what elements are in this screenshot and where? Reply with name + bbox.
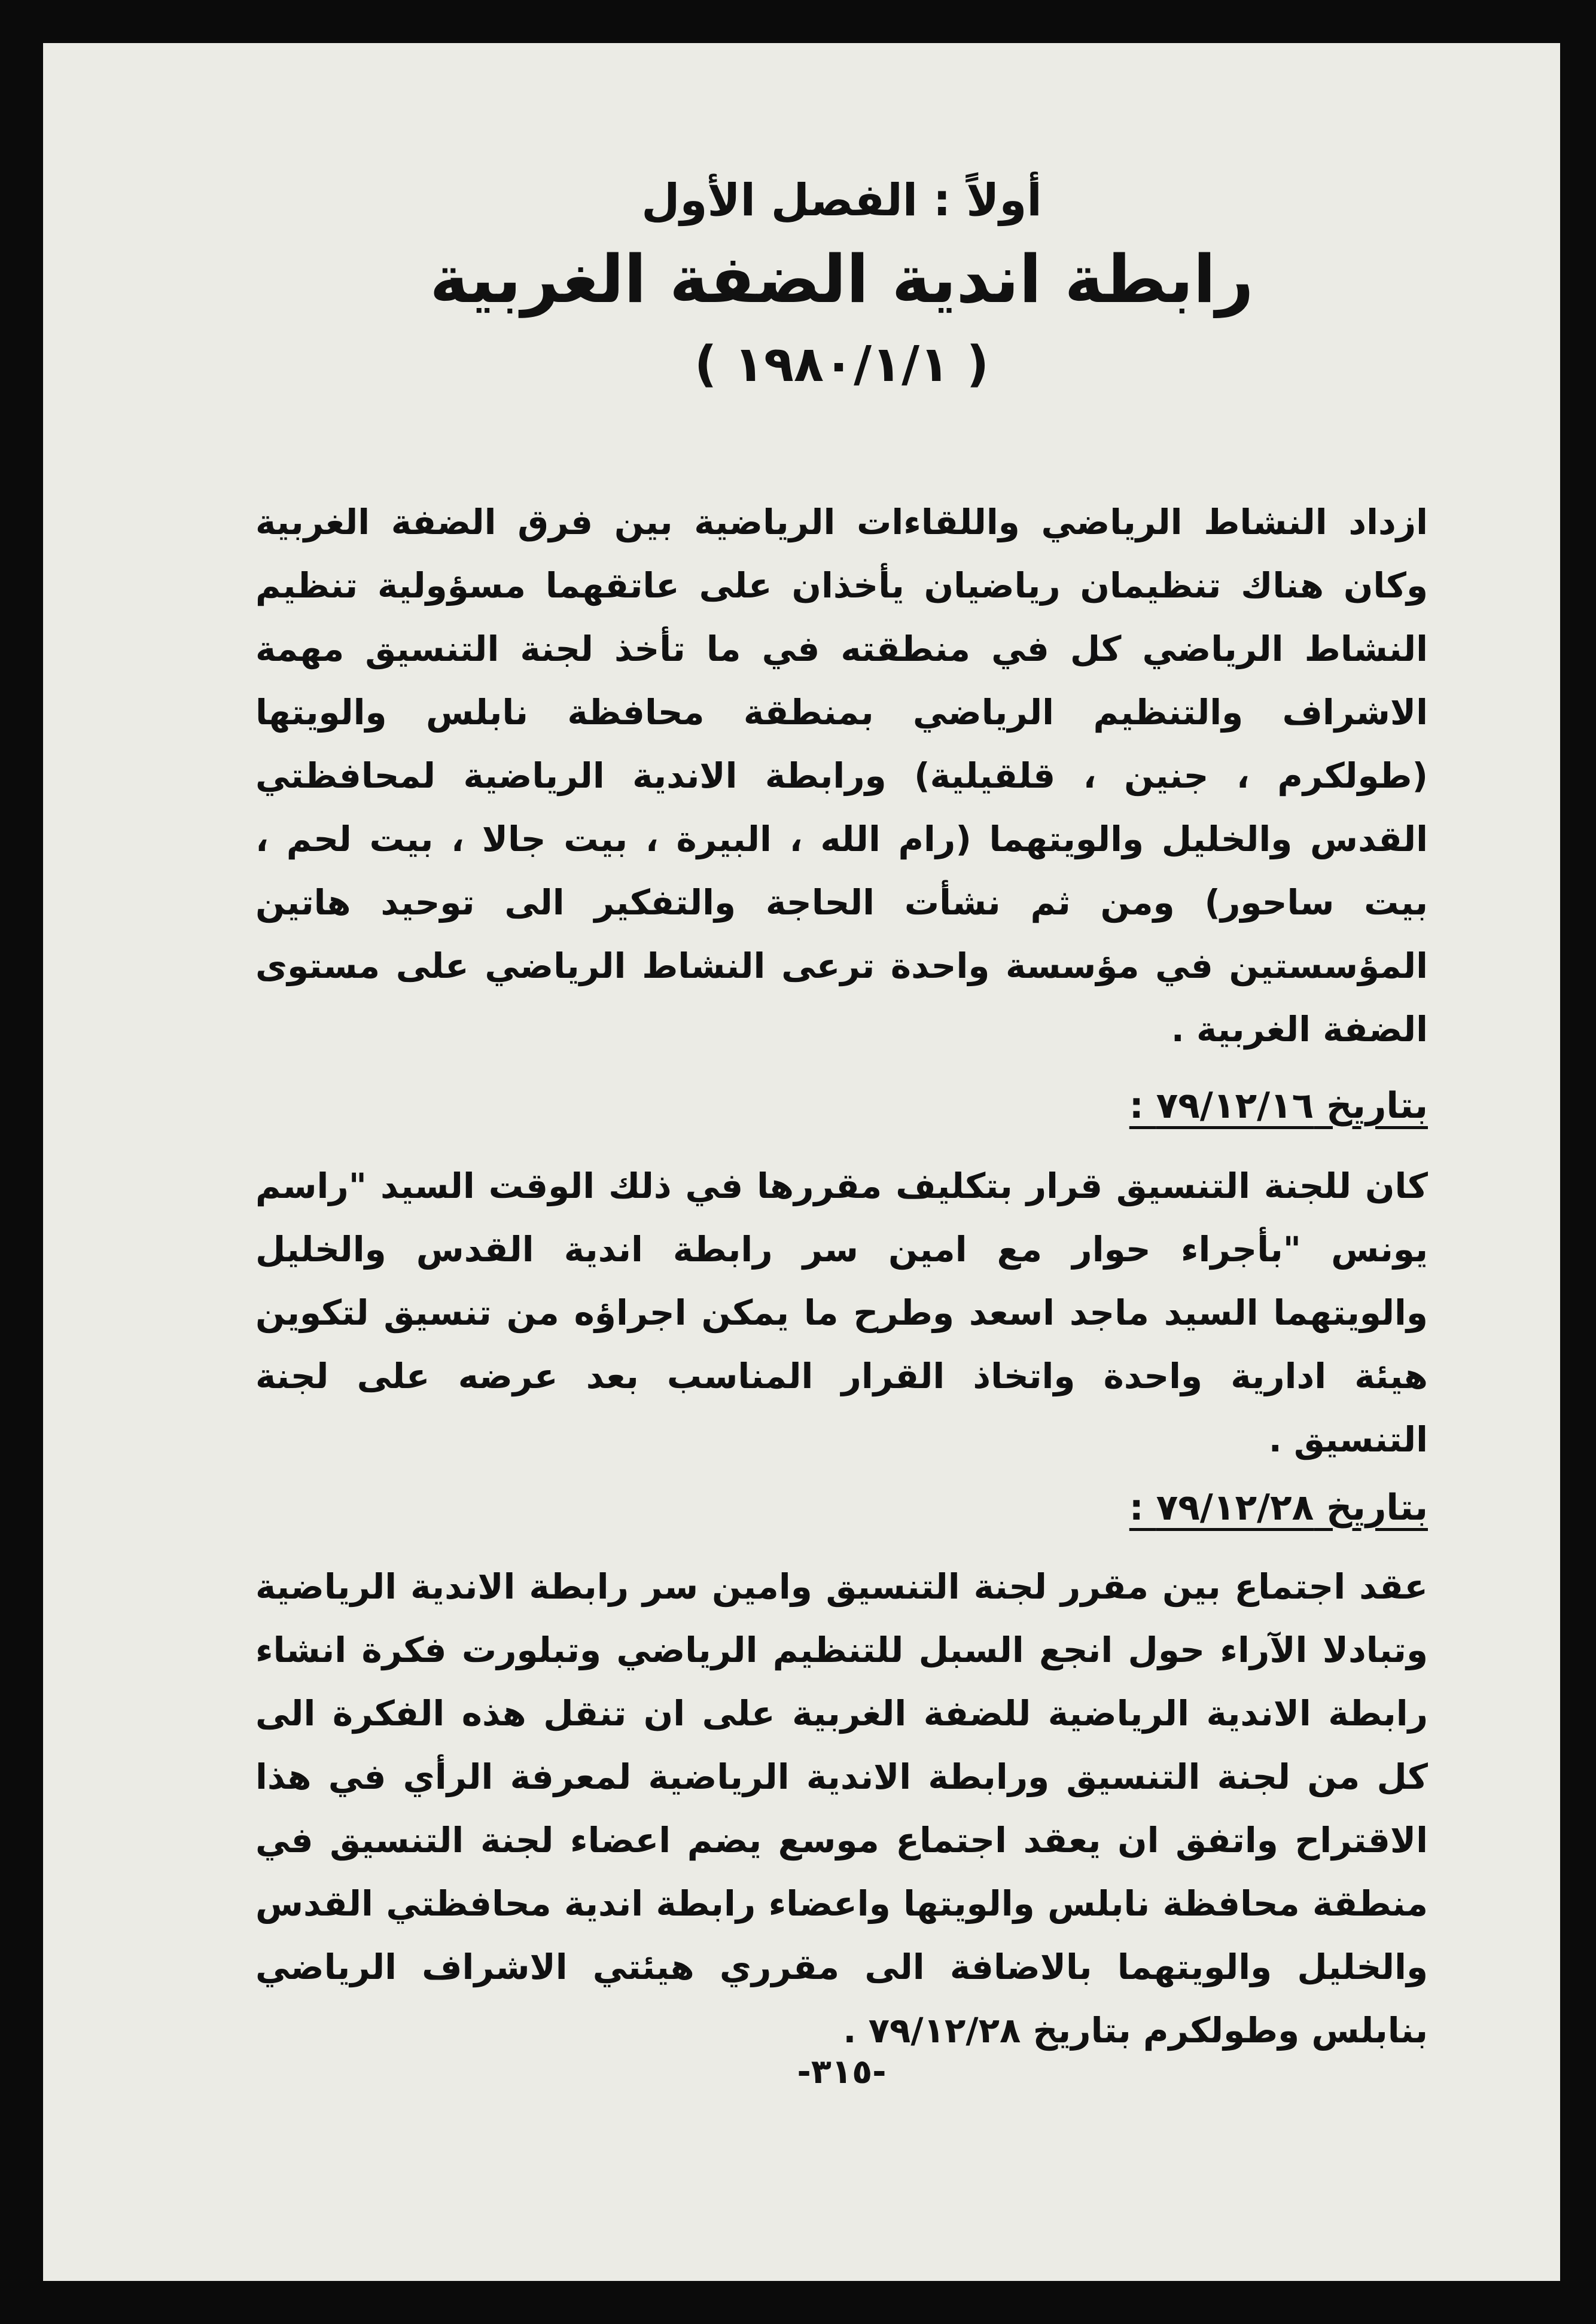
document-title: رابطة اندية الضفة الغربية	[430, 241, 1254, 318]
title-date: ( ١٩٨٠/١/١ )	[694, 336, 989, 393]
section-date-heading: بتاريخ ٧٩/١٢/٢٨ :	[1129, 1487, 1428, 1529]
intro-paragraph: ازداد النشاط الرياضي واللقاءات الرياضية بين فرق الضفة الغربية وكان هناك تنظيمان رياضيان يأخذان على عاتقهما مسؤولية تنظيم النشاط الرياضي كل في منطقته في ما تأخذ لجنة التنسيق مهمة الاشراف والتنظيم الرياضي بمنطقة محافظة نابلس والويتها (طولكرم ، جنين ، قلقيلية) ورابطة الاندية الرياضية لمحافظتي القدس والخليل والويتهما (رام الله ، البيرة ، بيت جالا ، بيت لحم ، بيت ساحور) ومن ثم نشأت الحاجة والتفكير الى توحيد هاتين المؤسستين في مؤسسة واحدة ترعى النشاط الرياضي على مستوى الضفة الغربية .	[255, 502, 1428, 1050]
section-paragraph: عقد اجتماع بين مقرر لجنة التنسيق وامين سر رابطة الاندية الرياضية وتبادلا الآراء حول انجع السبل للتنظيم الرياضي وتبلورت فكرة انشاء رابطة الاندية الرياضية للضفة الغربية على ان تنقل هذه الفكرة الى كل من لجنة التنسيق ورابطة الاندية الرياضية لمعرفة الرأي في هذا الاقتراح واتفق ان يعقد اجتماع موسع يضم اعضاء لجنة التنسيق في منطقة محافظة نابلس والويتها واعضاء رابطة اندية محافظتي القدس والخليل والويتهما بالاضافة الى مقرري هيئتي الاشراف الرياضي بنابلس وطولكرم بتاريخ ٧٩/١٢/٢٨ .	[255, 1566, 1428, 2051]
page-content	[255, 43, 1428, 2281]
page-number: -٣١٥-	[797, 2052, 887, 2091]
document-page	[43, 43, 1560, 2281]
section-paragraph: كان للجنة التنسيق قرار بتكليف مقررها في ذلك الوقت السيد "راسم يونس "بأجراء حوار مع امين سر رابطة اندية القدس والخليل والويتهما السيد ماجد اسعد وطرح ما يمكن اجراؤه من تنسيق لتكوين هيئة ادارية واحدة واتخاذ القرار المناسب بعد عرضه على لجنة التنسيق .	[255, 1166, 1428, 1460]
chapter-heading: أولاً : الفصل الأول	[641, 175, 1042, 226]
section-date-heading: بتاريخ ٧٩/١٢/١٦ :	[1129, 1085, 1428, 1127]
